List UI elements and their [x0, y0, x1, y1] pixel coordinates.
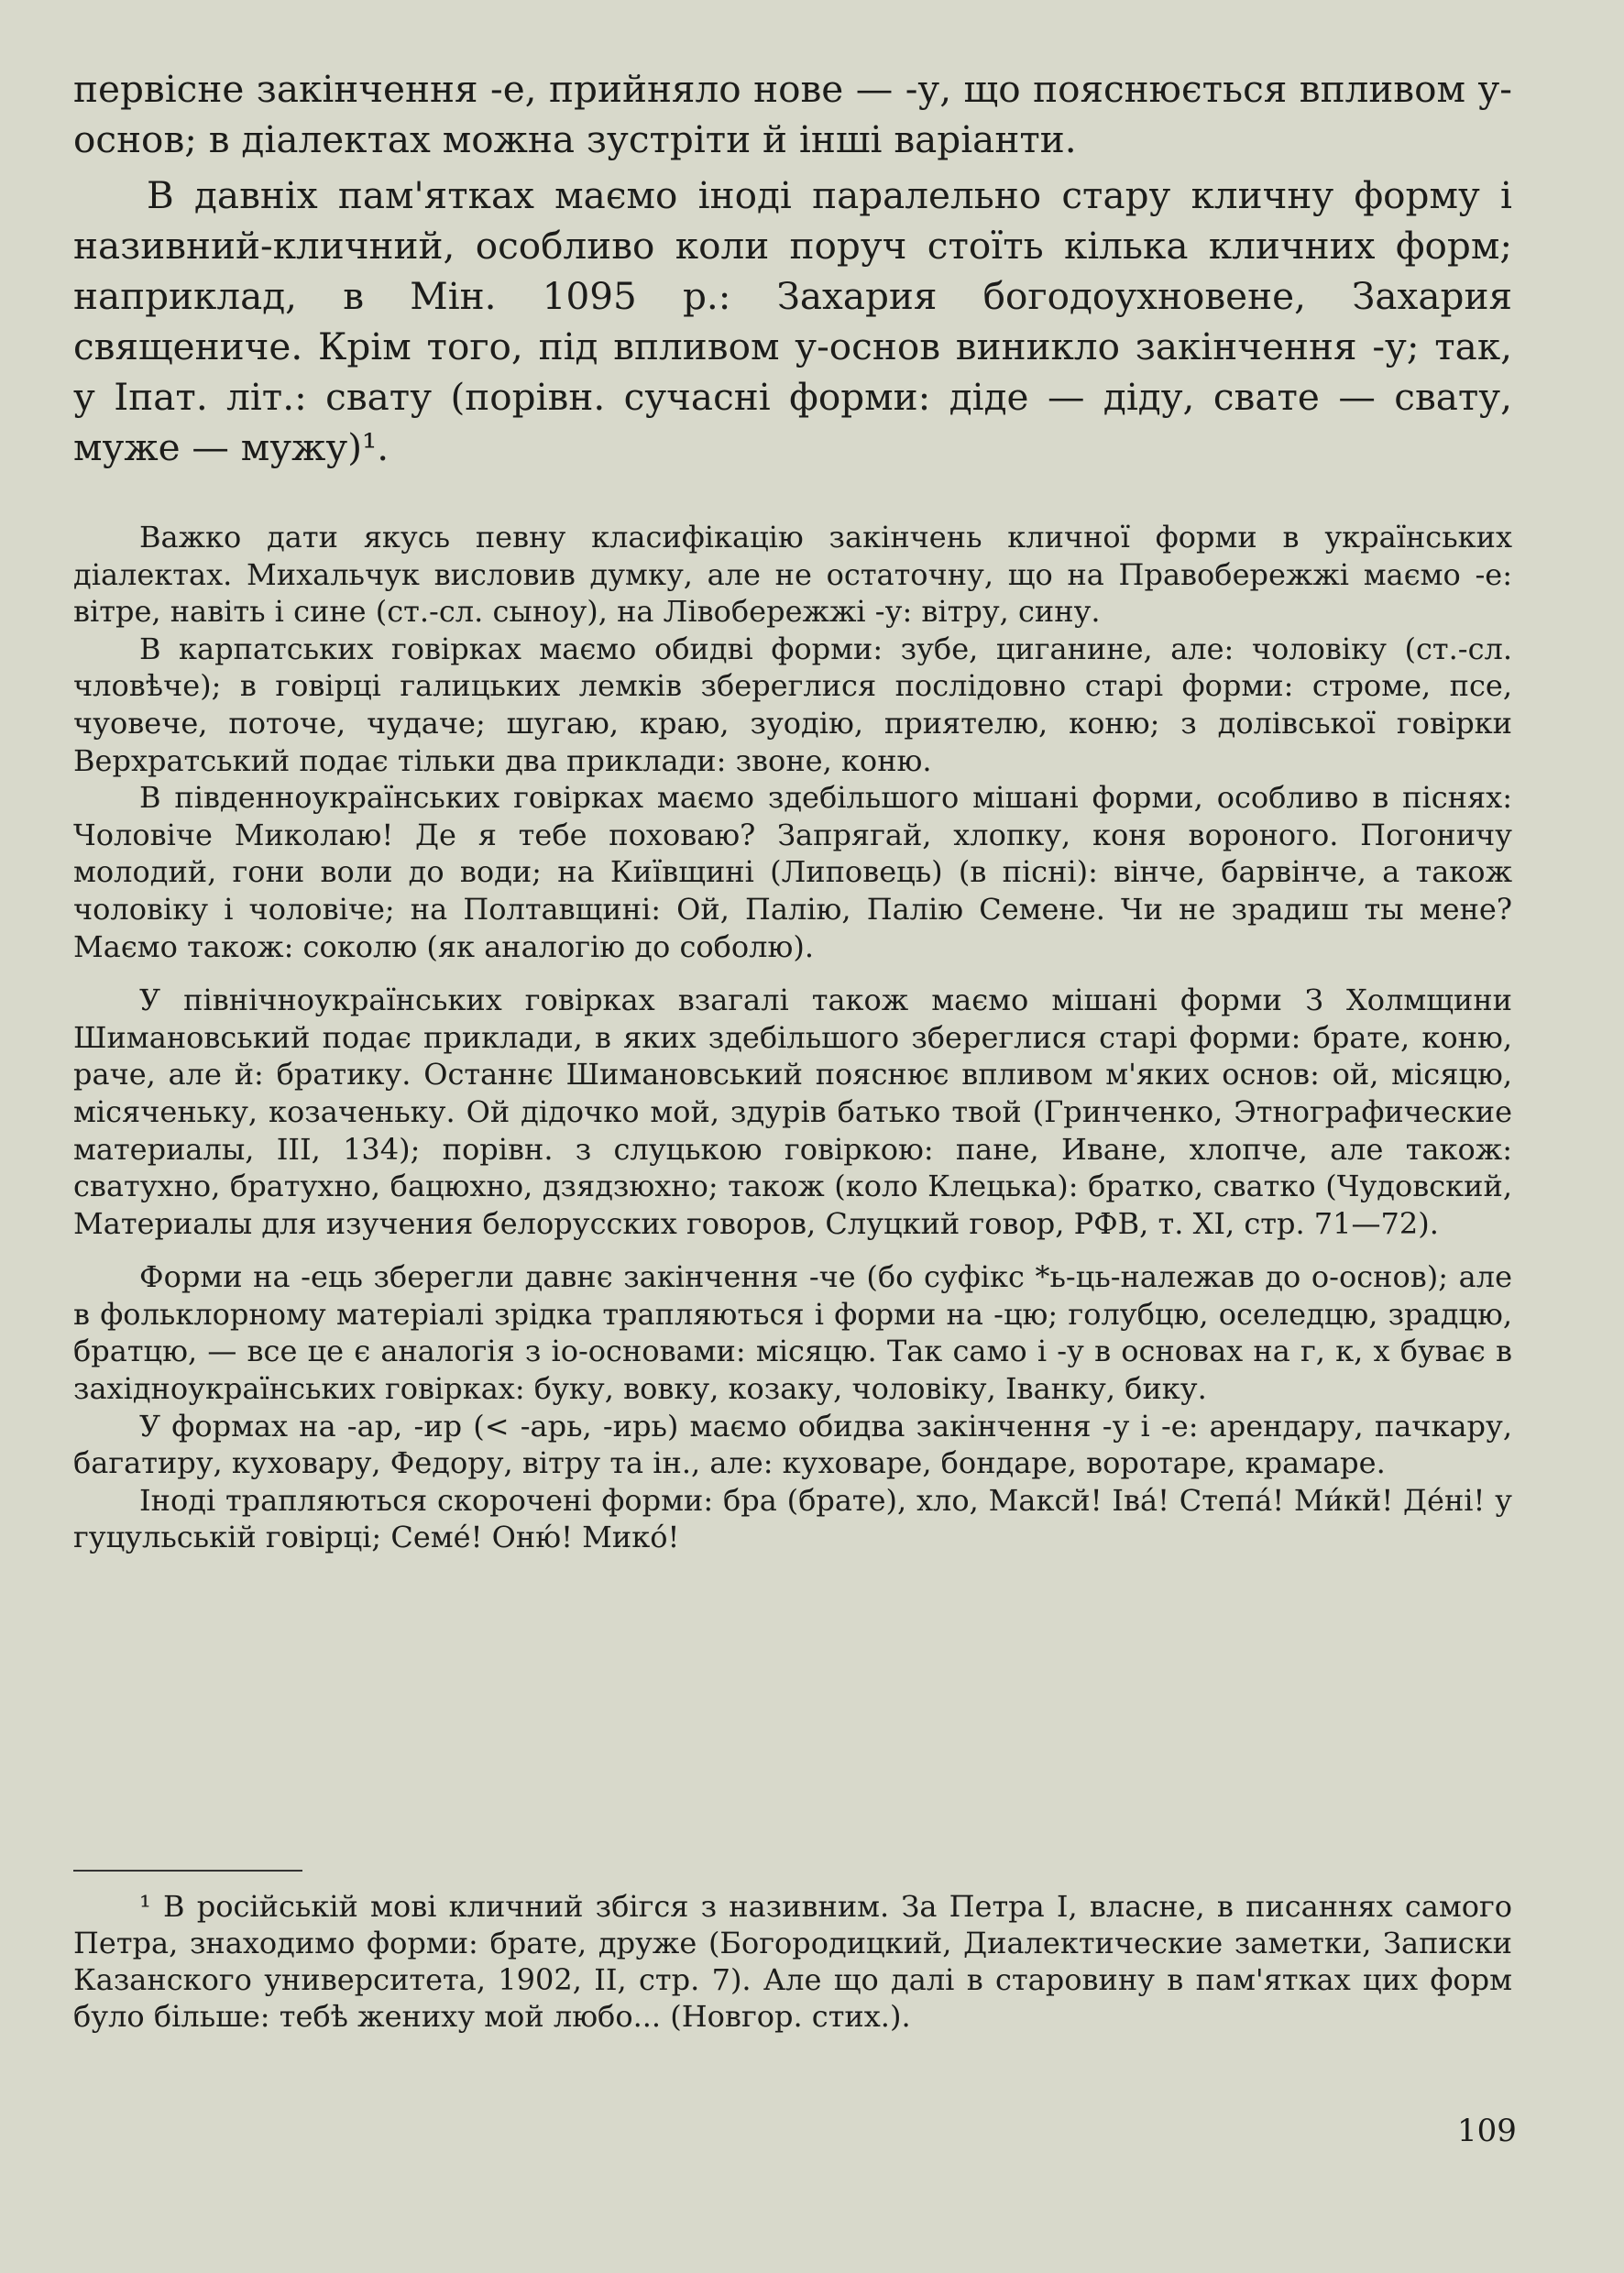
main-text-large	[73, 64, 1512, 473]
paragraph-7: Форми на -ець зберегли давнє закінчення -че (бо суфікс *ь-ць-належав до о-основ); але в фольклорному матеріалі зрідка трапляються і форми на -цю; голубцю, оселедцю, зрадцю, братцю, — все це є аналогія з іо-основами: місяцю. Так само і -у в основах на г, к, х буває в західноукраїнських говірках: буку, вовку, козаку, чоловіку, Іванку, бику.	[73, 1259, 1512, 1407]
paragraph-1: первісне закінчення -е, прийняло нове — -у, що пояснюється впливом у-основ; в діалектах можна зустріти й інші варіанти.	[73, 67, 1512, 161]
paragraph-4: В карпатських говірках маємо обидві форми: зубе, циганине, але: чоловіку (ст.-сл. чловѣче); в говірці галицьких лемків збереглися послідовно старі форми: строме, псе, чуовече, поточе, чудаче; шугаю, краю, зуодію, приятелю, коню; з долівської говірки Верхратський подає тільки два приклади: звоне, коню.	[73, 631, 1512, 778]
footnote-text: ¹ В російській мові кличний збігся з називним. За Петра I, власне, в писаннях самого Петра, знаходимо форми: брате, друже (Богородицкий, Диалектические заметки, Записки Казанского университета, 1902, II, стр. 7). Але що далі в старовину в пам'ятках цих форм було більше: тебѣ жениху мой любо... (Новгор. стих.).	[73, 1889, 1512, 2034]
footnote	[73, 1888, 1512, 2035]
paragraph-3: Важко дати якусь певну класифікацію закінчень кличної форми в українських діалектах. Михальчук висловив думку, але не остаточну, що на Правобережжі маємо -е: вітре, навіть і сине (ст.-сл. сыноу), на Лівобережжі -у: вітру, сину.	[73, 520, 1512, 630]
paragraph-8: У формах на -ар, -ир (< -арь, -ирь) маємо обидва закінчення -у і -е: арендару, пачкару, багатиру, куховару, Федору, вітру та ін., але: куховаре, бондаре, воротаре, крамаре.	[73, 1408, 1512, 1481]
paragraph-5: В південноукраїнських говірках маємо здебільшого мішані форми, особливо в піснях: Чоловіче Миколаю! Де я тебе поховаю? Запрягай, хлопку, коня вороного. Погоничу молодий, гони воли до води; на Київщині (Липовець) (в пісні): вінче, барвінче, а також чоловіку і чоловіче; на Полтавщині: Ой, Палію, Палію Семене. Чи не зрадиш ты мене? Маємо також: соколю (як аналогію до соболю).	[73, 780, 1512, 964]
main-text-small	[73, 519, 1512, 1556]
page-number: 109	[1457, 2113, 1517, 2149]
footnote-rule	[73, 1870, 302, 1872]
paragraph-2: В давніх пам'ятках маємо іноді паралельно стару кличну форму і називний-кличний, особливо коли поруч стоїть кілька кличних форм; наприклад, в Мін. 1095 р.: Захария богодоухновене, Захария священиче. Крім того, під впливом у-основ виникло закінчення -у; так, у Іпат. літ.: свату (порівн. сучасні форми: діде — діду, свате — свату, муже — мужу)¹.	[73, 173, 1512, 469]
paragraph-6: У північноукраїнських говірках взагалі також маємо мішані форми З Холмщини Шимановський подає приклади, в яких здебільшого збереглися старі форми: брате, коню, раче, але й: братику. Останнє Шимановський пояснює впливом м'яких основ: ой, місяцю, місяченьку, козаченьку. Ой дідочко мой, здурів батько твой (Гринченко, Этнографические материалы, III, 134); порівн. з слуцькою говіркою: пане, Иване, хлопче, але також: сватухно, братухно, бацюхно, дзядзюхно; також (коло Клецька): братко, сватко (Чудовский, Материалы для изучения белорусских говоров, Слуцкий говор, РФВ, т. XI, стр. 71—72).	[73, 983, 1512, 1241]
paragraph-9: Іноді трапляються скорочені форми: бра (брате), хло, Максй! Іва́! Степа́! Ми́кй! Де́ні! у гуцульській говірці; Семе́! Оню́! Мико́!	[73, 1482, 1512, 1555]
